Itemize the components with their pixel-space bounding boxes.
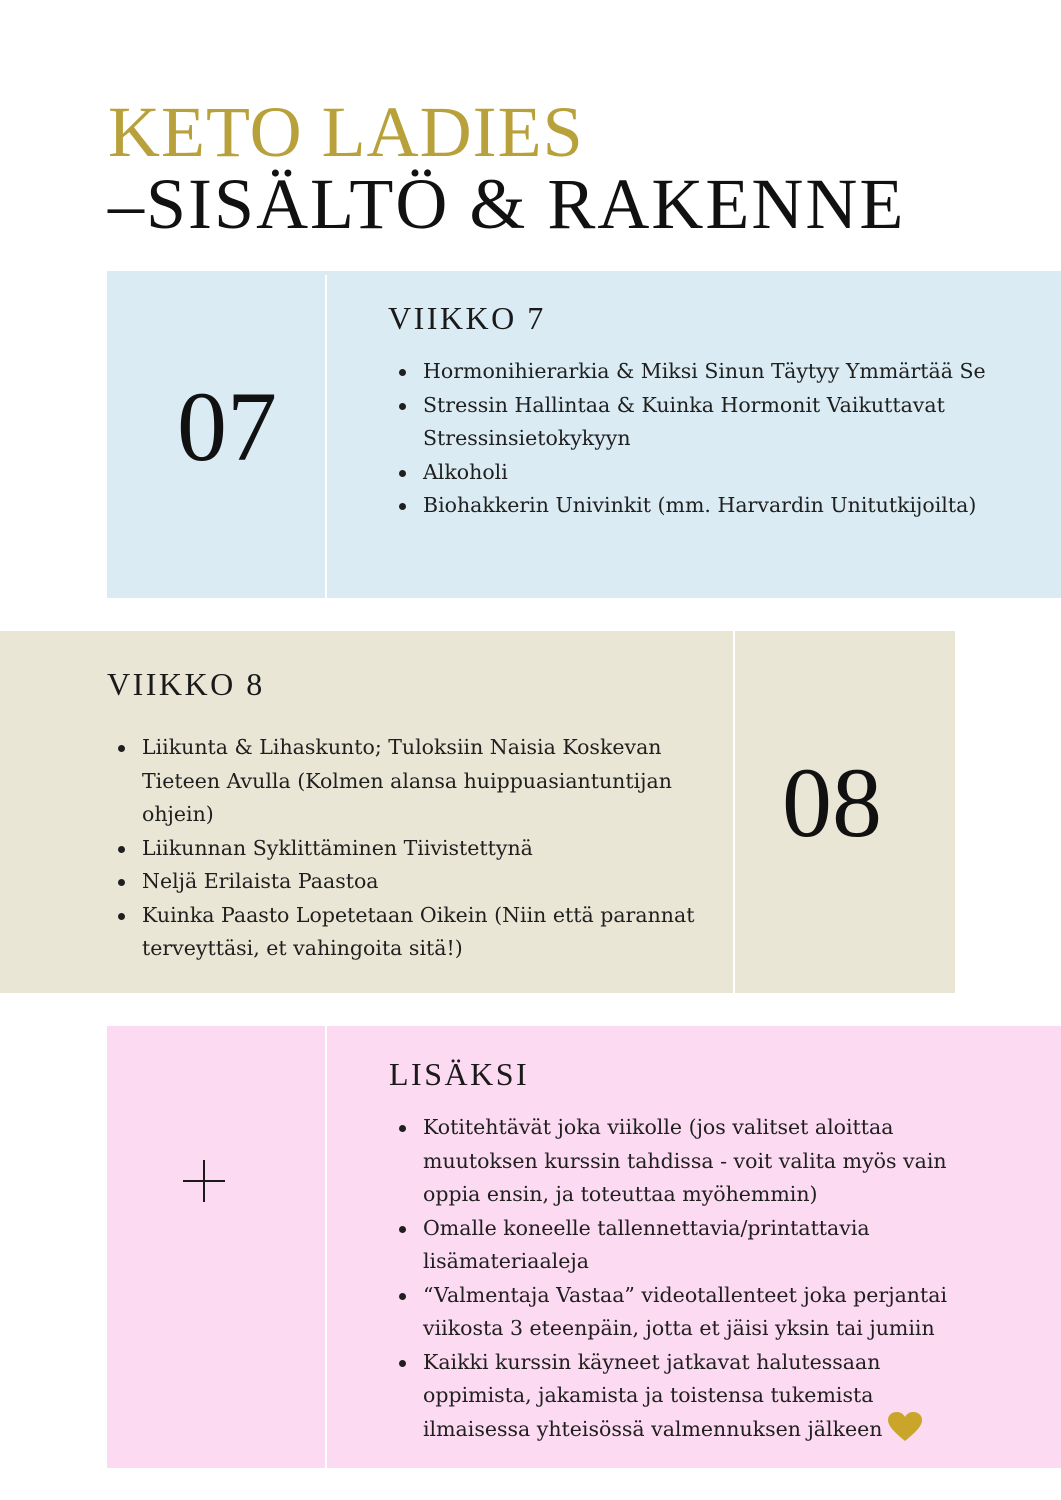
list-item: Biohakkerin Univinkit (mm. Harvardin Unitutkijoilta) bbox=[389, 489, 1029, 523]
week-number: 07 bbox=[177, 371, 277, 482]
extras-panel bbox=[107, 1026, 1061, 1468]
list-item-text: Kaikki kurssin käyneet jatkavat halutessaan oppimista, jakamista ja toistensa tukemista ilmaisessa yhteisössä valmennuksen jälkeen bbox=[423, 1349, 883, 1441]
title-line-content-structure: –SISÄLTÖ & RAKENNE bbox=[108, 164, 906, 244]
list-item: Liikunta & Lihaskunto; Tuloksiin Naisia Koskevan Tieteen Avulla (Kolmen alansa huippuasiantuntijan ohjein) bbox=[108, 731, 718, 832]
week-8-topic-list bbox=[108, 731, 718, 966]
extras-list bbox=[389, 1111, 1009, 1446]
plus-icon bbox=[183, 1160, 225, 1202]
heart-icon bbox=[888, 1412, 922, 1442]
panel-divider bbox=[325, 1026, 327, 1468]
list-item: Hormonihierarkia & Miksi Sinun Täytyy Ymmärtää Se bbox=[389, 355, 1029, 389]
week-heading: VIIKKO 8 bbox=[107, 666, 265, 702]
panel-divider bbox=[733, 631, 735, 993]
list-item: Liikunnan Syklittäminen Tiivistettynä bbox=[108, 832, 718, 866]
week-7-panel bbox=[107, 271, 1061, 598]
list-item bbox=[389, 1346, 1009, 1447]
list-item: Kuinka Paasto Lopetetaan Oikein (Niin että parannat terveyttäsi, et vahingoita sitä!) bbox=[108, 899, 718, 966]
list-item: Stressin Hallintaa & Kuinka Hormonit Vaikuttavat Stressinsietokykyyn bbox=[389, 389, 1029, 456]
week-heading: VIIKKO 7 bbox=[388, 300, 546, 336]
list-item: Neljä Erilaista Paastoa bbox=[108, 865, 718, 899]
page-title bbox=[108, 92, 906, 244]
list-item: Kotitehtävät joka viikolle (jos valitset aloittaa muutoksen kurssin tahdissa - voit valita myös vain oppia ensin, ja toteuttaa myöhemmin) bbox=[389, 1111, 1009, 1212]
extras-heading: LISÄKSI bbox=[389, 1056, 530, 1092]
week-8-panel bbox=[0, 631, 955, 993]
list-item: “Valmentaja Vastaa” videotallenteet joka perjantai viikosta 3 eteenpäin, jotta et jäisi yksin tai jumiin bbox=[389, 1279, 1009, 1346]
panel-divider bbox=[325, 275, 327, 598]
list-item: Omalle koneelle tallennettavia/printattavia lisämateriaaleja bbox=[389, 1212, 1009, 1279]
week-number: 08 bbox=[782, 747, 882, 858]
title-line-keto-ladies: KETO LADIES bbox=[108, 92, 584, 172]
list-item: Alkoholi bbox=[389, 456, 1029, 490]
week-7-topic-list bbox=[389, 355, 1029, 523]
